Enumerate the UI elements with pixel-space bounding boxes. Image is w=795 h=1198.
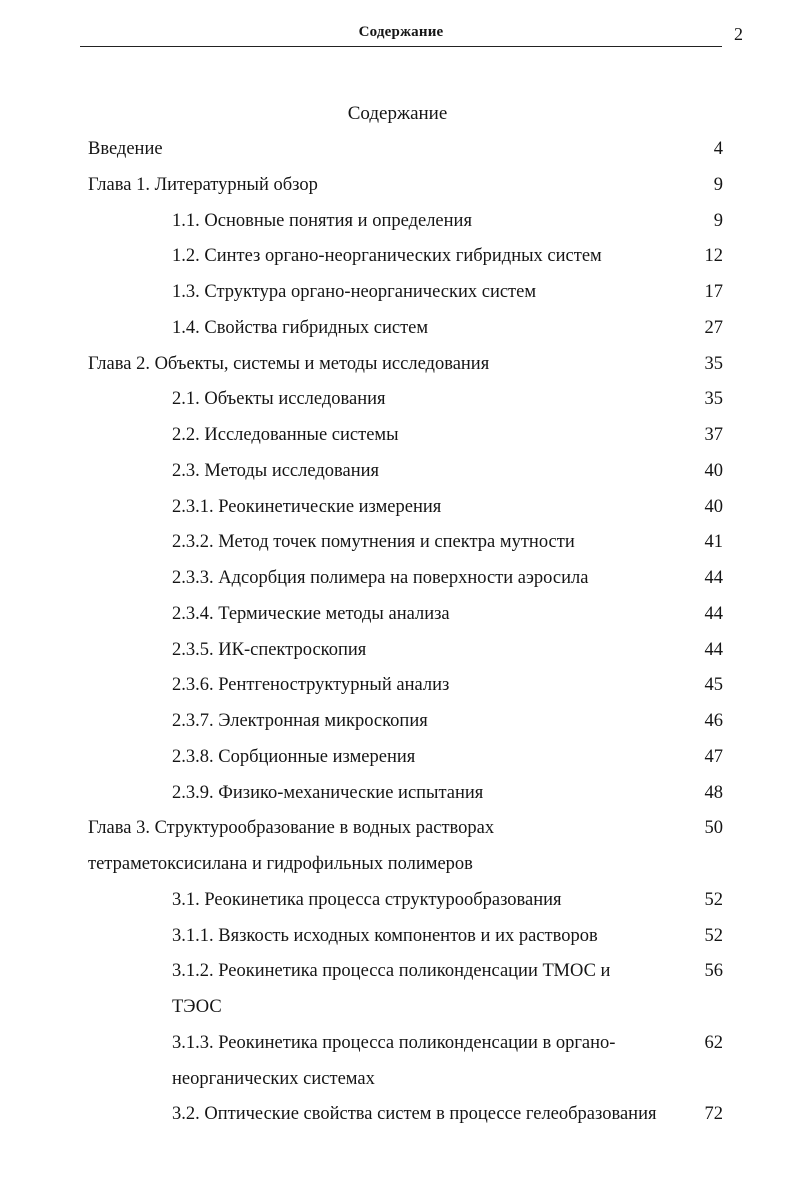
toc-entry-chapter-3 xyxy=(0,812,795,848)
toc-entry-3-1-2 xyxy=(0,955,795,991)
toc-entry-text: 2.3.2. Метод точек помутнения и спектра мутности xyxy=(172,532,575,553)
toc-entry-1-3 xyxy=(0,276,795,312)
toc-entry-chapter-1 xyxy=(0,169,795,205)
toc-entry-page: 44 xyxy=(704,568,723,588)
toc-entry-page: 50 xyxy=(704,818,723,839)
toc-entry-page: 62 xyxy=(704,1032,723,1053)
running-title: Содержание xyxy=(358,24,444,40)
toc-entry-text: 2.3. Методы исследования xyxy=(172,460,380,481)
toc-list xyxy=(0,133,795,1134)
toc-entry-chapter-3-cont xyxy=(0,848,795,884)
toc-entry-page: 52 xyxy=(704,925,723,946)
toc-entry-2-2 xyxy=(0,419,795,455)
toc-entry-page: 12 xyxy=(704,246,723,267)
toc-entry-3-2 xyxy=(0,1098,795,1134)
toc-entry-page: 44 xyxy=(704,603,723,624)
toc-entry-page: 9 xyxy=(713,210,723,231)
toc-entry-page: 44 xyxy=(704,639,723,660)
toc-entry-text: 3.1. Реокинетика процесса структурообразования xyxy=(172,889,562,910)
toc-entry-page: 35 xyxy=(704,353,723,374)
toc-entry-text: 1.2. Синтез органо-неорганических гибридных систем xyxy=(172,246,602,267)
toc-entry-text: 2.3.3. Адсорбция полимера на поверхности аэросила xyxy=(172,568,589,588)
toc-entry-text: 3.1.3. Реокинетика процесса поликонденсации в органо- xyxy=(172,1032,616,1053)
toc-entry-text: Введение xyxy=(88,139,163,159)
toc-entry-3-1 xyxy=(0,884,795,920)
toc-entry-1-1 xyxy=(0,205,795,241)
toc-entry-1-4 xyxy=(0,312,795,348)
toc-entry-2-3-4 xyxy=(0,598,795,634)
toc-entry-2-3 xyxy=(0,455,795,491)
toc-entry-page: 48 xyxy=(704,782,723,803)
toc-entry-text: 2.3.7. Электронная микроскопия xyxy=(172,711,428,731)
toc-entry-2-3-2 xyxy=(0,526,795,562)
toc-entry-2-3-8 xyxy=(0,741,795,777)
toc-entry-chapter-2 xyxy=(0,348,795,384)
toc-entry-page: 45 xyxy=(704,675,723,696)
toc-entry-text: 3.2. Оптические свойства систем в процессе гелеобразования xyxy=(172,1104,657,1125)
toc-entry-2-3-5 xyxy=(0,634,795,670)
toc-entry-text: 2.3.8. Сорбционные измерения xyxy=(172,746,416,767)
toc-entry-page: 47 xyxy=(704,746,723,767)
toc-entry-page: 41 xyxy=(704,532,723,553)
toc-entry-text: 1.1. Основные понятия и определения xyxy=(172,210,472,231)
running-header xyxy=(80,22,722,47)
toc-entry-text: неорганических системах xyxy=(172,1068,375,1089)
toc-entry-3-1-2-cont xyxy=(0,991,795,1027)
toc-entry-text: 2.3.9. Физико-механические испытания xyxy=(172,782,484,803)
toc-entry-text: 2.1. Объекты исследования xyxy=(172,389,386,410)
toc-entry-text: 1.4. Свойства гибридных систем xyxy=(172,317,429,338)
toc-entry-2-3-7 xyxy=(0,705,795,741)
toc-entry-2-3-1 xyxy=(0,491,795,527)
toc-entry-page: 35 xyxy=(704,389,723,410)
toc-entry-page: 40 xyxy=(704,460,723,481)
toc-entry-page: 37 xyxy=(704,425,723,445)
toc-entry-text: тетраметоксисилана и гидрофильных полимеров xyxy=(88,854,473,874)
toc-title: Содержание xyxy=(347,103,448,124)
toc-entry-text: Глава 1. Литературный обзор xyxy=(88,174,318,195)
toc-entry-text: 2.3.5. ИК-спектроскопия xyxy=(172,639,367,660)
toc-entry-page: 46 xyxy=(704,711,723,731)
toc-entry-3-1-1 xyxy=(0,920,795,956)
toc-entry-2-3-3 xyxy=(0,562,795,598)
toc-entry-introduction xyxy=(0,133,795,169)
toc-entry-page: 40 xyxy=(704,496,723,517)
toc-entry-2-1 xyxy=(0,383,795,419)
toc-entry-text: 2.2. Исследованные системы xyxy=(172,425,399,445)
toc-entry-page: 9 xyxy=(713,174,723,195)
toc-entry-text: 3.1.2. Реокинетика процесса поликонденсации ТМОС и xyxy=(172,961,611,982)
toc-entry-page: 56 xyxy=(704,961,723,982)
toc-entry-page: 72 xyxy=(704,1104,723,1125)
toc-entry-3-1-3 xyxy=(0,1027,795,1063)
page-number: 2 xyxy=(734,24,743,44)
toc-entry-text: Глава 2. Объекты, системы и методы исследования xyxy=(88,353,490,374)
toc-entry-text: 1.3. Структура органо-неорганических систем xyxy=(172,282,537,302)
toc-entry-3-1-3-cont xyxy=(0,1063,795,1099)
toc-entry-1-2 xyxy=(0,240,795,276)
toc-entry-text: Глава 3. Структурообразование в водных растворах xyxy=(88,818,495,839)
toc-entry-2-3-6 xyxy=(0,669,795,705)
toc-entry-text: 2.3.6. Рентгеноструктурный анализ xyxy=(172,675,450,696)
toc-entry-text: 3.1.1. Вязкость исходных компонентов и их растворов xyxy=(172,925,598,946)
toc-entry-page: 52 xyxy=(704,889,723,910)
toc-entry-2-3-9 xyxy=(0,777,795,813)
toc-entry-text: 2.3.1. Реокинетические измерения xyxy=(172,496,442,517)
toc-entry-page: 17 xyxy=(704,282,723,302)
toc-entry-page: 27 xyxy=(704,317,723,338)
toc-entry-text: ТЭОС xyxy=(172,997,222,1017)
toc-entry-page: 4 xyxy=(713,139,723,159)
toc-entry-text: 2.3.4. Термические методы анализа xyxy=(172,603,450,624)
